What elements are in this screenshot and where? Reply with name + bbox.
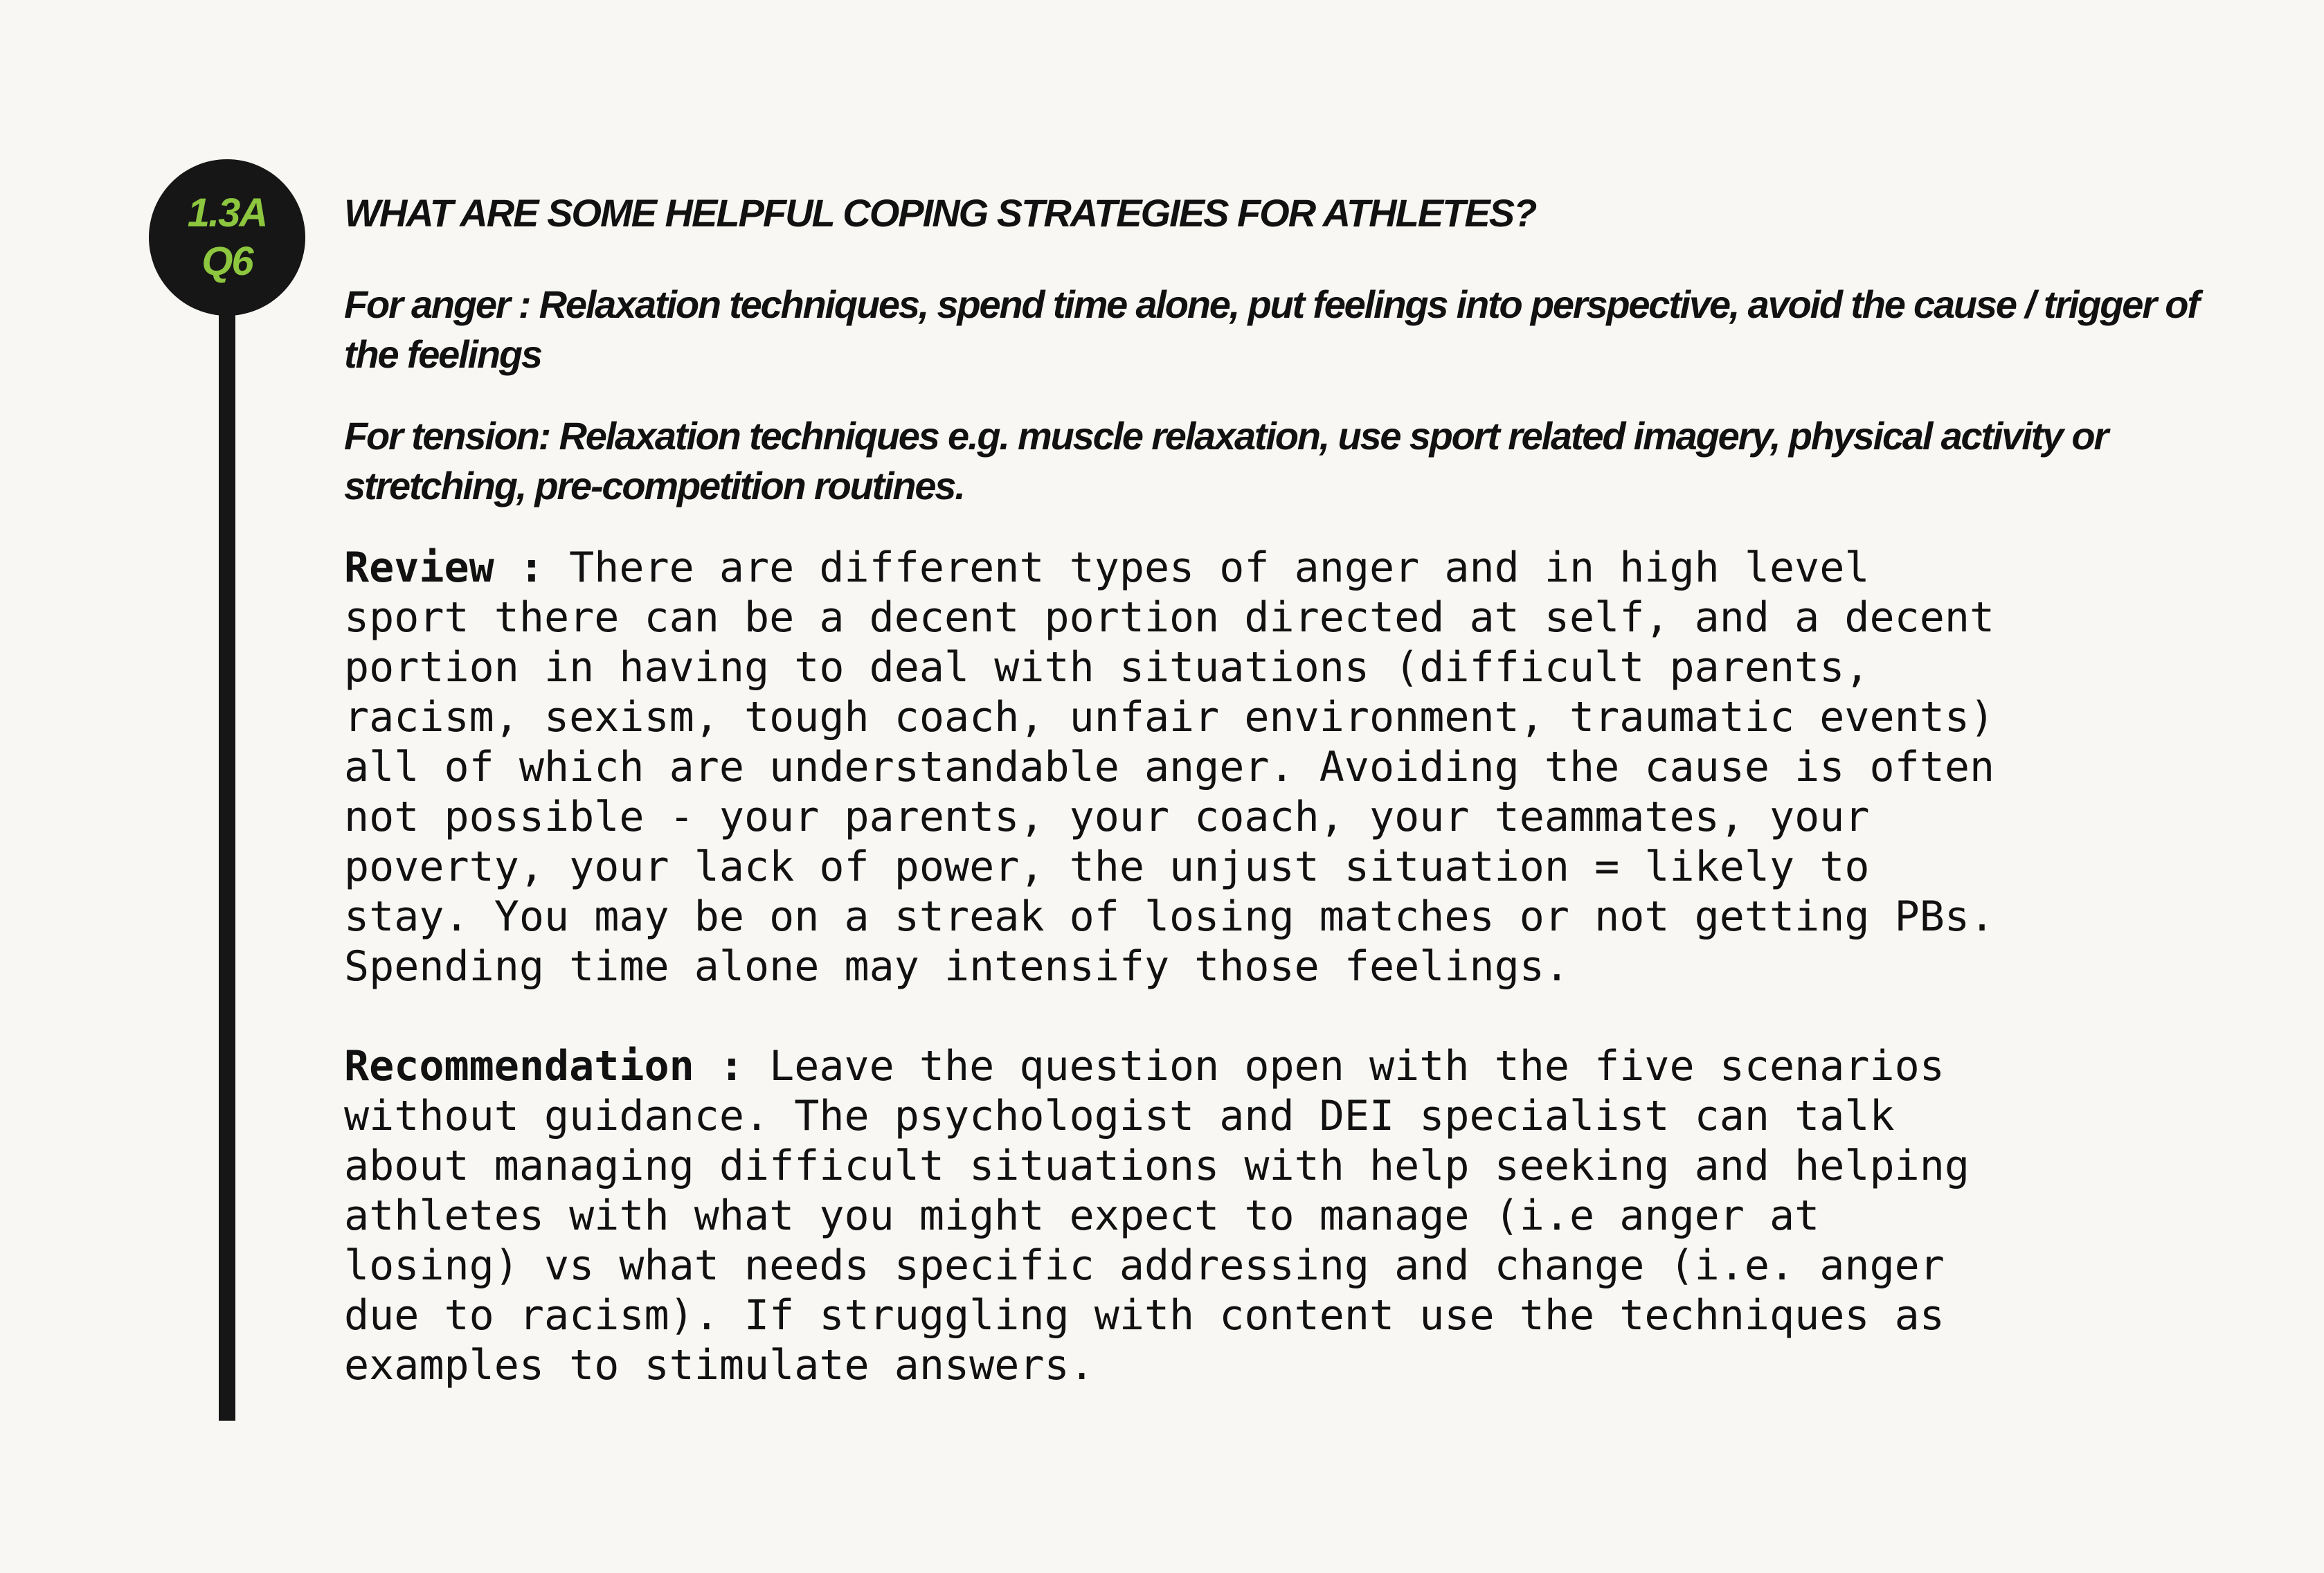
badge-section: 1.3A bbox=[187, 190, 267, 235]
recommendation-note bbox=[344, 1041, 2199, 1390]
question-title: WHAT ARE SOME HELPFUL COPING STRATEGIES FOR ATHLETES? bbox=[344, 191, 1536, 235]
question-content bbox=[344, 188, 2199, 1390]
badge-question-number: Q6 bbox=[201, 239, 253, 284]
review-label: Review : bbox=[344, 543, 544, 592]
answer-tension: For tension: Relaxation techniques e.g. muscle relaxation, use sport related imagery, physical activity or stretching, pre-competition routines. bbox=[344, 414, 2107, 507]
timeline-line bbox=[219, 305, 235, 1421]
question-badge bbox=[149, 159, 305, 316]
answer-anger: For anger : Relaxation techniques, spend time alone, put feelings into perspective, avoid the cause / trigger of the feelings bbox=[344, 282, 2199, 376]
recommendation-label: Recommendation : bbox=[344, 1042, 744, 1090]
review-note bbox=[344, 543, 2199, 991]
review-text: There are different types of anger and in high level sport there can be a decent portion directed at self, and a decent portion in having to deal with situations (difficult parents, racism, sexism, tough coach, unfair environment, traumatic events) all of which are understandable anger. Avoiding the cause is often not possible - your parents, your coach, your teammates, your poverty, your lack of power, the unjust situation = likely to stay. You may be on a streak of losing matches or not getting PBs. Spending time alone may intensify those feelings. bbox=[344, 543, 1995, 991]
timeline-marker bbox=[0, 0, 318, 1573]
recommendation-text: Leave the question open with the five scenarios without guidance. The psychologist and DEI specialist can talk about managing difficult situations with help seeking and helping athletes with what you might expect to manage (i.e anger at losing) vs what needs specific addressing and change (i.e. anger due to racism). If struggling with content use the techniques as examples to stimulate answers. bbox=[344, 1042, 1970, 1390]
